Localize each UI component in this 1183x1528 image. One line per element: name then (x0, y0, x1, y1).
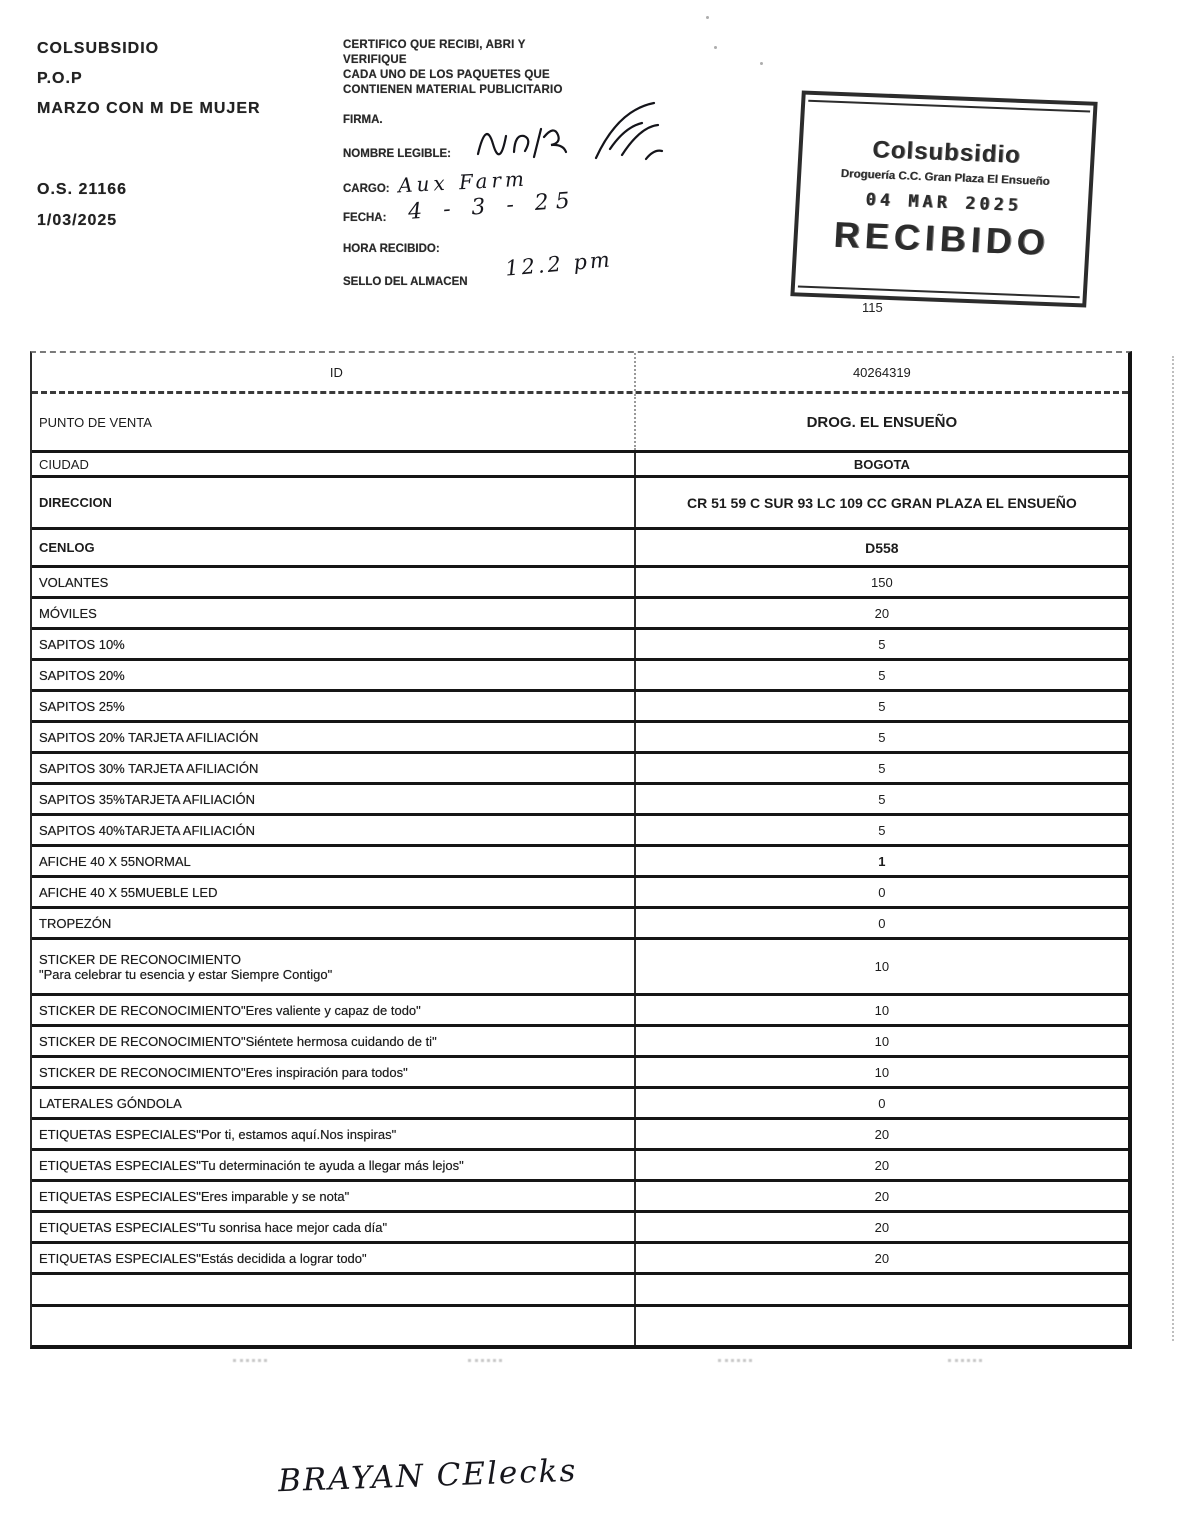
info-value: DROG. EL ENSUEÑO (806, 413, 958, 431)
item-quantity: 5 (878, 729, 886, 745)
table-row (32, 1182, 1128, 1213)
table-row (32, 1058, 1128, 1089)
table-row (32, 1213, 1128, 1244)
sello-almacen-label: SELLO DEL ALMACEN (343, 276, 468, 288)
info-value: 40264319 (852, 364, 911, 380)
received-stamp (790, 90, 1097, 307)
nombre-legible-label: NOMBRE LEGIBLE: (343, 148, 451, 160)
delivery-items-table (30, 351, 1132, 1349)
item-label: LATERALES GÓNDOLA (32, 1089, 636, 1117)
table-row (32, 878, 1128, 909)
item-label: TROPEZÓN (32, 909, 636, 937)
hora-recibido-label: HORA RECIBIDO: (343, 243, 440, 255)
order-date: 1/03/2025 (37, 212, 118, 229)
campaign-title: MARZO CON M DE MUJER (37, 100, 261, 117)
table-row (32, 723, 1128, 754)
table-row (32, 661, 1128, 692)
item-label (32, 1307, 636, 1345)
item-quantity: 5 (878, 791, 886, 807)
item-label: ETIQUETAS ESPECIALES"Por ti, estamos aquí.Nos inspiras" (32, 1120, 636, 1148)
table-row (32, 847, 1128, 878)
firma-label: FIRMA. (343, 114, 383, 126)
info-label: PUNTO DE VENTA (32, 394, 636, 450)
scan-smudge (718, 1352, 752, 1362)
header-left (37, 34, 261, 236)
item-label: SAPITOS 40%TARJETA AFILIACIÓN (32, 816, 636, 844)
certification-line: CONTIENEN MATERIAL PUBLICITARIO (343, 84, 563, 96)
signature-scribble (468, 96, 698, 168)
brand-title: COLSUBSIDIO (37, 40, 160, 57)
table-row (32, 754, 1128, 785)
certification-text (343, 38, 683, 98)
table-row (32, 909, 1128, 940)
item-quantity: 10 (874, 959, 890, 974)
info-value: D558 (865, 539, 899, 556)
table-row (32, 1089, 1128, 1120)
scan-speck (760, 62, 763, 65)
item-quantity: 10 (874, 1002, 890, 1018)
fecha-handwritten-value: 4 - 3 - 25 (407, 188, 578, 225)
item-quantity: 150 (871, 574, 893, 590)
item-label: AFICHE 40 X 55MUEBLE LED (32, 878, 636, 906)
scan-smudge (948, 1352, 982, 1362)
scan-speck (706, 16, 709, 19)
item-label: MÓVILES (32, 599, 636, 627)
item-quantity: 20 (874, 1250, 890, 1266)
table-row (32, 1307, 1128, 1345)
table-row (32, 996, 1128, 1027)
item-label: ETIQUETAS ESPECIALES"Eres imparable y se nota" (32, 1182, 636, 1210)
item-label: SAPITOS 30% TARJETA AFILIACIÓN (32, 754, 636, 782)
sello-handwritten-value: 12.2 pm (504, 247, 614, 281)
table-row (32, 568, 1128, 599)
info-label: CENLOG (32, 530, 636, 565)
table-row-id (32, 353, 1128, 394)
item-label: STICKER DE RECONOCIMIENTO"Eres inspiración para todos" (32, 1058, 636, 1086)
page-number: 115 (862, 300, 883, 315)
cargo-handwritten-value: Aux Farm (397, 166, 529, 198)
item-label: STICKER DE RECONOCIMIENTO"Eres valiente y capaz de todo" (32, 996, 636, 1024)
item-label: SAPITOS 20% (32, 661, 636, 689)
cargo-label: CARGO: (343, 183, 390, 195)
item-quantity: 20 (874, 1188, 890, 1204)
item-label: SAPITOS 10% (32, 630, 636, 658)
item-quantity: 5 (878, 636, 886, 652)
item-quantity: 0 (878, 884, 886, 900)
item-quantity: 10 (874, 1033, 890, 1049)
scan-smudge (233, 1352, 267, 1362)
table-row (32, 1027, 1128, 1058)
item-label: ETIQUETAS ESPECIALES"Tu determinación te ayuda a llegar más lejos" (32, 1151, 636, 1179)
item-label: SAPITOS 35%TARJETA AFILIACIÓN (32, 785, 636, 813)
table-row-punto-de-venta (32, 394, 1128, 453)
table-row-cenlog (32, 530, 1128, 568)
item-quantity: 5 (878, 760, 886, 776)
item-quantity: 20 (874, 605, 890, 621)
item-quantity: 10 (874, 1064, 890, 1080)
info-label: ID (32, 353, 636, 391)
item-quantity: 20 (874, 1157, 890, 1173)
table-row (32, 630, 1128, 661)
item-label: SAPITOS 20% TARJETA AFILIACIÓN (32, 723, 636, 751)
item-quantity (636, 1275, 1128, 1304)
item-quantity: 5 (878, 822, 886, 838)
scan-smudge (468, 1352, 502, 1362)
scan-edge-artifact (1172, 356, 1174, 1341)
info-label: CIUDAD (32, 453, 636, 475)
item-label: AFICHE 40 X 55NORMAL (32, 847, 636, 875)
items-body (32, 568, 1128, 1345)
table-row (32, 1275, 1128, 1307)
item-label (32, 1275, 636, 1304)
info-label: DIRECCION (32, 478, 636, 527)
table-row (32, 599, 1128, 630)
item-quantity: 0 (878, 915, 886, 931)
stamp-brand: Colsubsidio (871, 135, 1022, 169)
item-label: STICKER DE RECONOCIMIENTO "Para celebrar tu esencia y estar Siempre Contigo" (32, 940, 636, 993)
certification-line: CADA UNO DE LOS PAQUETES QUE (343, 69, 550, 81)
stamp-status: RECIBIDO (832, 213, 1051, 263)
item-label: SAPITOS 25% (32, 692, 636, 720)
item-label: ETIQUETAS ESPECIALES"Estás decidida a lograr todo" (32, 1244, 636, 1272)
item-quantity: 5 (878, 698, 886, 714)
item-quantity: 5 (878, 667, 886, 683)
scan-speck (714, 46, 717, 49)
item-label: VOLANTES (32, 568, 636, 596)
handwritten-receiver-name: BRAYAN CElecks (277, 1452, 578, 1500)
item-label: ETIQUETAS ESPECIALES"Tu sonrisa hace mejor cada día" (32, 1213, 636, 1241)
info-value: CR 51 59 C SUR 93 LC 109 CC GRAN PLAZA EL ENSUEÑO (686, 494, 1077, 511)
table-row (32, 1244, 1128, 1275)
item-quantity: 0 (878, 1095, 886, 1111)
table-row (32, 816, 1128, 847)
table-row-ciudad (32, 453, 1128, 478)
stamp-location: Droguería C.C. Gran Plaza El Ensueño (840, 167, 1050, 188)
item-quantity: 20 (874, 1126, 890, 1142)
certification-line: VERIFIQUE (343, 54, 407, 66)
stamp-date: 04 MAR 2025 (865, 189, 1023, 216)
info-value: BOGOTA (853, 456, 910, 472)
item-quantity: 20 (874, 1219, 890, 1235)
table-row (32, 785, 1128, 816)
item-quantity: 1 (878, 853, 886, 869)
item-label: STICKER DE RECONOCIMIENTO"Siéntete hermosa cuidando de ti" (32, 1027, 636, 1055)
table-row (32, 1151, 1128, 1182)
table-row-direccion (32, 478, 1128, 530)
table-row (32, 692, 1128, 723)
table-row (32, 940, 1128, 996)
program-title: P.O.P (37, 70, 83, 87)
item-quantity (636, 1307, 1128, 1345)
fecha-label: FECHA: (343, 212, 387, 224)
order-number: O.S. 21166 (37, 181, 128, 198)
certification-line: CERTIFICO QUE RECIBI, ABRI Y (343, 39, 526, 51)
table-row (32, 1120, 1128, 1151)
